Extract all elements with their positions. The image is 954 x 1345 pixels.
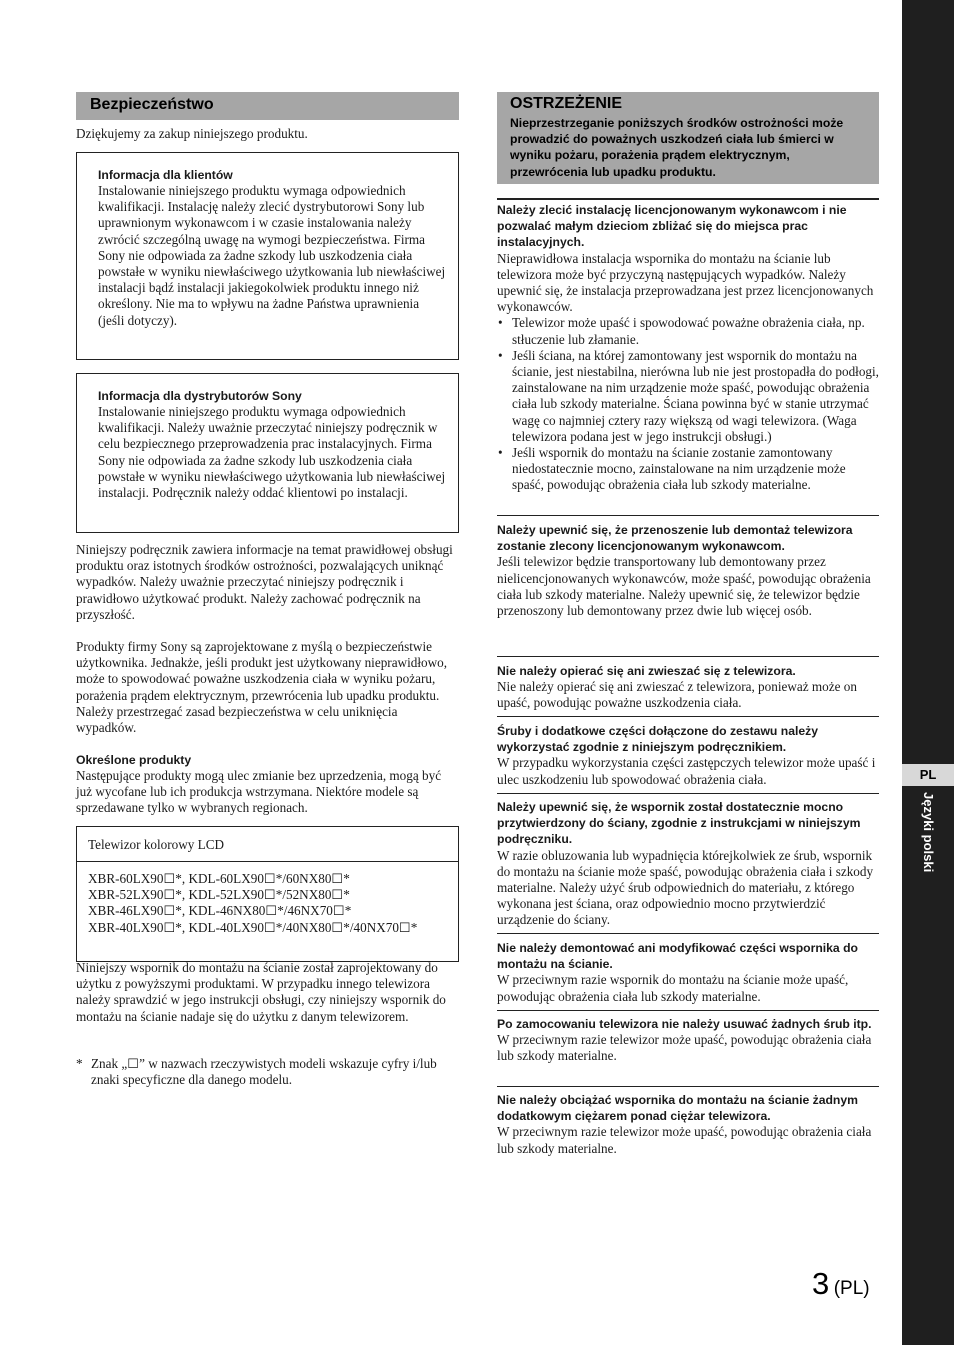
section-rule bbox=[497, 793, 879, 794]
page-number-digit: 3 bbox=[812, 1266, 830, 1301]
customer-info-text: Instalowanie niniejszego produktu wymaga odpowiednich kwalifikacji. Instalację należy zlecić dystrybutorowi Sony lub uprawnionym wykonawcom i w czasie instalowania należy zwrócić szczególną uwagę na wymogi bezpieczeństwa. Firma Sony nie odpowiada za żadne szkody lub uszkodzenia ciała powstałe w wyniku niewłaściwego użytkowania lub niewłaściwej instalacji bądź instalacji jakiegokolwiek produktu innego niż określony. Nie ma to wpływu na żadne Państwa uprawnienia (jeśli dotyczy). bbox=[98, 183, 446, 328]
section-heading-bar bbox=[76, 92, 459, 120]
section-title: Należy upewnić się, że przenoszenie lub demontaż telewizora zostanie zlecony licencjonowanym wykonawcom. bbox=[497, 523, 853, 554]
section-licensed-install bbox=[497, 202, 879, 494]
warning-box bbox=[497, 92, 879, 184]
products-text: Następujące produkty mogą ulec zmianie bez uprzedzenia, mogą być już wycofane lub ich produkcja wstrzymana. Niektóre modele są sprzedawane tylko w wybranych regionach. bbox=[76, 768, 442, 816]
model-line: XBR-60LX90☐*, KDL-60LX90☐*/60NX80☐* bbox=[88, 871, 350, 886]
sony-safety-paragraph: Produkty firmy Sony są zaprojektowane z myślą o bezpieczeństwie użytkownika. Jednakże, jeśli produkt jest użytkowany nieprawidłowo, może to spowodować poważne uszkodzenia ciała w wyniku pożaru, porażenia prądem elektrycznym, przewrócenia lub upadku produktu. Należy przestrzegać zasad bezpieczeństwa w celu uniknięcia wypadków. bbox=[76, 639, 447, 736]
footnote-text: Znak „☐” w nazwach rzeczywistych modeli wskazuje cyfry i/lub znaki specyficzne dla danego modelu. bbox=[91, 1056, 437, 1088]
warning-subtitle: Nieprzestrzeganie poniższych środków ostrożności może prowadzić do poważnych uszkodzeń ciała lub śmierci w wyniku pożaru, porażenia prądem elektrycznym, przewrócenia lub upadku produktu. bbox=[510, 116, 844, 179]
language-tab-label-wrap bbox=[914, 792, 944, 902]
products-title: Określone produkty bbox=[76, 753, 192, 767]
language-tab-code: PL bbox=[902, 764, 954, 786]
distributor-info-title: Informacja dla dystrybutorów Sony bbox=[98, 389, 302, 403]
models-list bbox=[88, 871, 417, 936]
distributor-info-text: Instalowanie niniejszego produktu wymaga odpowiednich kwalifikacji. Należy uważnie przeczytać niniejszy podręcznik w celu bezpiecznego przeprowadzenia prac instalacyjnych. Firma Sony nie odpowiada za żadne szkody lub uszkodzenia ciała powstałe w wyniku niewłaściwego użytkowania lub niewłaściwej instalacji. Podręcznik należy oddać klientowi po instalacji. bbox=[98, 404, 446, 501]
distributor-info-box bbox=[76, 373, 459, 533]
section-text: W razie obluzowania lub wypadnięcia którejkolwiek ze śrub, wspornik do montażu na ścianie może spaść, powodując obrażenia ciała i szkody materialne. Należy użyć śrub odpowiednich do materiału, z którego wykonana jest ściana, oraz odpowiednio mocno przytwierdzić urządzenie do ściany. bbox=[497, 847, 874, 928]
section-title: Nie należy opierać się ani zwieszać się z telewizora. bbox=[497, 664, 796, 678]
section-no-remove-screws bbox=[497, 1016, 879, 1065]
left-column bbox=[76, 92, 459, 1088]
manual-intro-paragraph: Niniejszy podręcznik zawiera informacje na temat prawidłowej obsługi produktu oraz istotnych środków ostrożności, pozwalających uniknąć wypadków. Należy uważnie przeczytać niniejszy podręcznik i prawidłowo użytkować produkt. Należy zachować podręcznik na przyszłość. bbox=[76, 542, 453, 622]
language-tab-label: Języki polski bbox=[921, 792, 936, 873]
bullet-item: • Jeśli wspornik do montażu na ścianie zostanie zamontowany niedostatecznie mocno, zainstalowane na nim urządzenie może spaść, powodując obrażenia ciała lub szkody materialne. bbox=[497, 445, 879, 494]
section-rule bbox=[497, 716, 879, 717]
section-text: W przeciwnym razie wspornik do montażu na ścianie może upaść, powodując obrażenia ciała lub szkody materialne. bbox=[497, 972, 849, 1004]
page-number-suffix: (PL) bbox=[833, 1278, 870, 1299]
bullet-item: • Telewizor może upaść i spowodować poważne obrażenia ciała, np. stłuczenie lub złamanie. bbox=[497, 315, 879, 347]
section-rule bbox=[497, 656, 879, 657]
bullet-item: • Jeśli ściana, na której zamontowany jest wspornik do montażu na ścianie, jest niestabilna, nierówna lub nie jest prostopadła do podłogi, zainstalowane na nim urządzenie może spaść, powodując obrażenia ciała lub szkody materialne. Ściana powinna być w stanie utrzymać wagę co najmniej cztery razy większą od wagi telewizora. (Waga telewizora podana jest w jego instrukcji obsługi.) bbox=[497, 348, 879, 445]
warning-title: OSTRZEŻENIE bbox=[510, 95, 623, 112]
page-number bbox=[812, 1266, 870, 1302]
side-tab-bar bbox=[902, 0, 954, 1345]
section-rule bbox=[497, 1010, 879, 1011]
model-line: XBR-40LX90☐*, KDL-40LX90☐*/40NX80☐*/40NX70☐* bbox=[88, 919, 418, 935]
section-no-extra-load bbox=[497, 1092, 879, 1157]
section-text: W przeciwnym razie telewizor może upaść, powodując obrażenia ciała lub szkody materialne. bbox=[497, 1032, 872, 1064]
section-text: Nie należy opierać się ani zwieszać z telewizora, ponieważ może on upaść, powodując poważne uszkodzenia ciała. bbox=[497, 679, 857, 711]
section-bullets bbox=[497, 315, 879, 493]
section-title: Należy zlecić instalację licencjonowanym wykonawcom i nie pozwalać małym dzieciom zbliżać się do miejsca prac instalacyjnych. bbox=[497, 203, 847, 250]
section-text: W przeciwnym razie telewizor może upaść, powodując obrażenia ciała lub szkody materialne. bbox=[497, 1124, 872, 1156]
model-line: XBR-46LX90☐*, KDL-46NX80☐*/46NX70☐* bbox=[88, 903, 352, 919]
footnote-mark: * bbox=[76, 1056, 83, 1071]
models-box bbox=[76, 826, 459, 962]
section-rule bbox=[497, 933, 879, 934]
section-rule bbox=[497, 1086, 879, 1087]
section-no-modify bbox=[497, 940, 879, 1005]
section-text: W przypadku wykorzystania części zastępczych telewizor może upaść i ulec uszkodzeniu lub spowodować obrażenia ciała. bbox=[497, 755, 876, 787]
models-header: Telewizor kolorowy LCD bbox=[88, 837, 225, 852]
section-moving-tv bbox=[497, 522, 879, 619]
section-rule bbox=[497, 198, 879, 200]
section-title: Należy upewnić się, że wspornik został dostatecznie mocno przytwierdzony do ściany, zgodnie z instrukcjami w niniejszym podręczniku. bbox=[497, 800, 861, 847]
section-text: Nieprawidłowa instalacja wspornika do montażu na ścianie lub telewizora może być przyczyną następujących wypadków. Należy upewnić się, że instalacja przeprowadzana jest przez licencjonowanych wykonawców. bbox=[497, 250, 874, 315]
section-text: Jeśli telewizor będzie transportowany lub demontowany przez nielicencjonowanych wykonawców, może spaść, powodując obrażenia ciała lub szkody materialne. Należy upewnić się, że telewizor będzie przenoszony lub demontowany przez dwie lub więcej osób. bbox=[497, 554, 871, 619]
thanks-text: Dziękujemy za zakup niniejszego produktu. bbox=[76, 126, 308, 141]
section-secure-bracket bbox=[497, 799, 879, 929]
section-screws-parts bbox=[497, 723, 879, 788]
section-title: Nie należy demontować ani modyfikować części wspornika do montażu na ścianie. bbox=[497, 941, 858, 972]
model-line: XBR-52LX90☐*, KDL-52LX90☐*/52NX80☐* bbox=[88, 887, 350, 903]
bracket-compat-paragraph: Niniejszy wspornik do montażu na ścianie został zaprojektowany do użytku z powyższymi produktami. W przypadku innego telewizora należy sprawdzić w jego instrukcji obsługi, czy niniejszy wspornik do montażu na ścianie nadaje się do użytku z danym telewizorem. bbox=[76, 960, 446, 1024]
customer-info-box bbox=[76, 152, 459, 360]
customer-info-title: Informacja dla klientów bbox=[98, 168, 233, 182]
models-divider bbox=[77, 861, 458, 862]
section-title: Po zamocowaniu telewizora nie należy usuwać żadnych śrub itp. bbox=[497, 1017, 872, 1031]
section-no-leaning bbox=[497, 663, 879, 712]
section-heading: Bezpieczeństwo bbox=[90, 96, 214, 113]
section-title: Nie należy obciążać wspornika do montażu na ścianie żadnym dodatkowym ciężarem ponad ciężar telewizora. bbox=[497, 1093, 858, 1124]
section-title: Śruby i dodatkowe części dołączone do zestawu należy wykorzystać zgodnie z niniejszym podręcznikiem. bbox=[497, 724, 819, 755]
section-rule bbox=[497, 515, 879, 516]
